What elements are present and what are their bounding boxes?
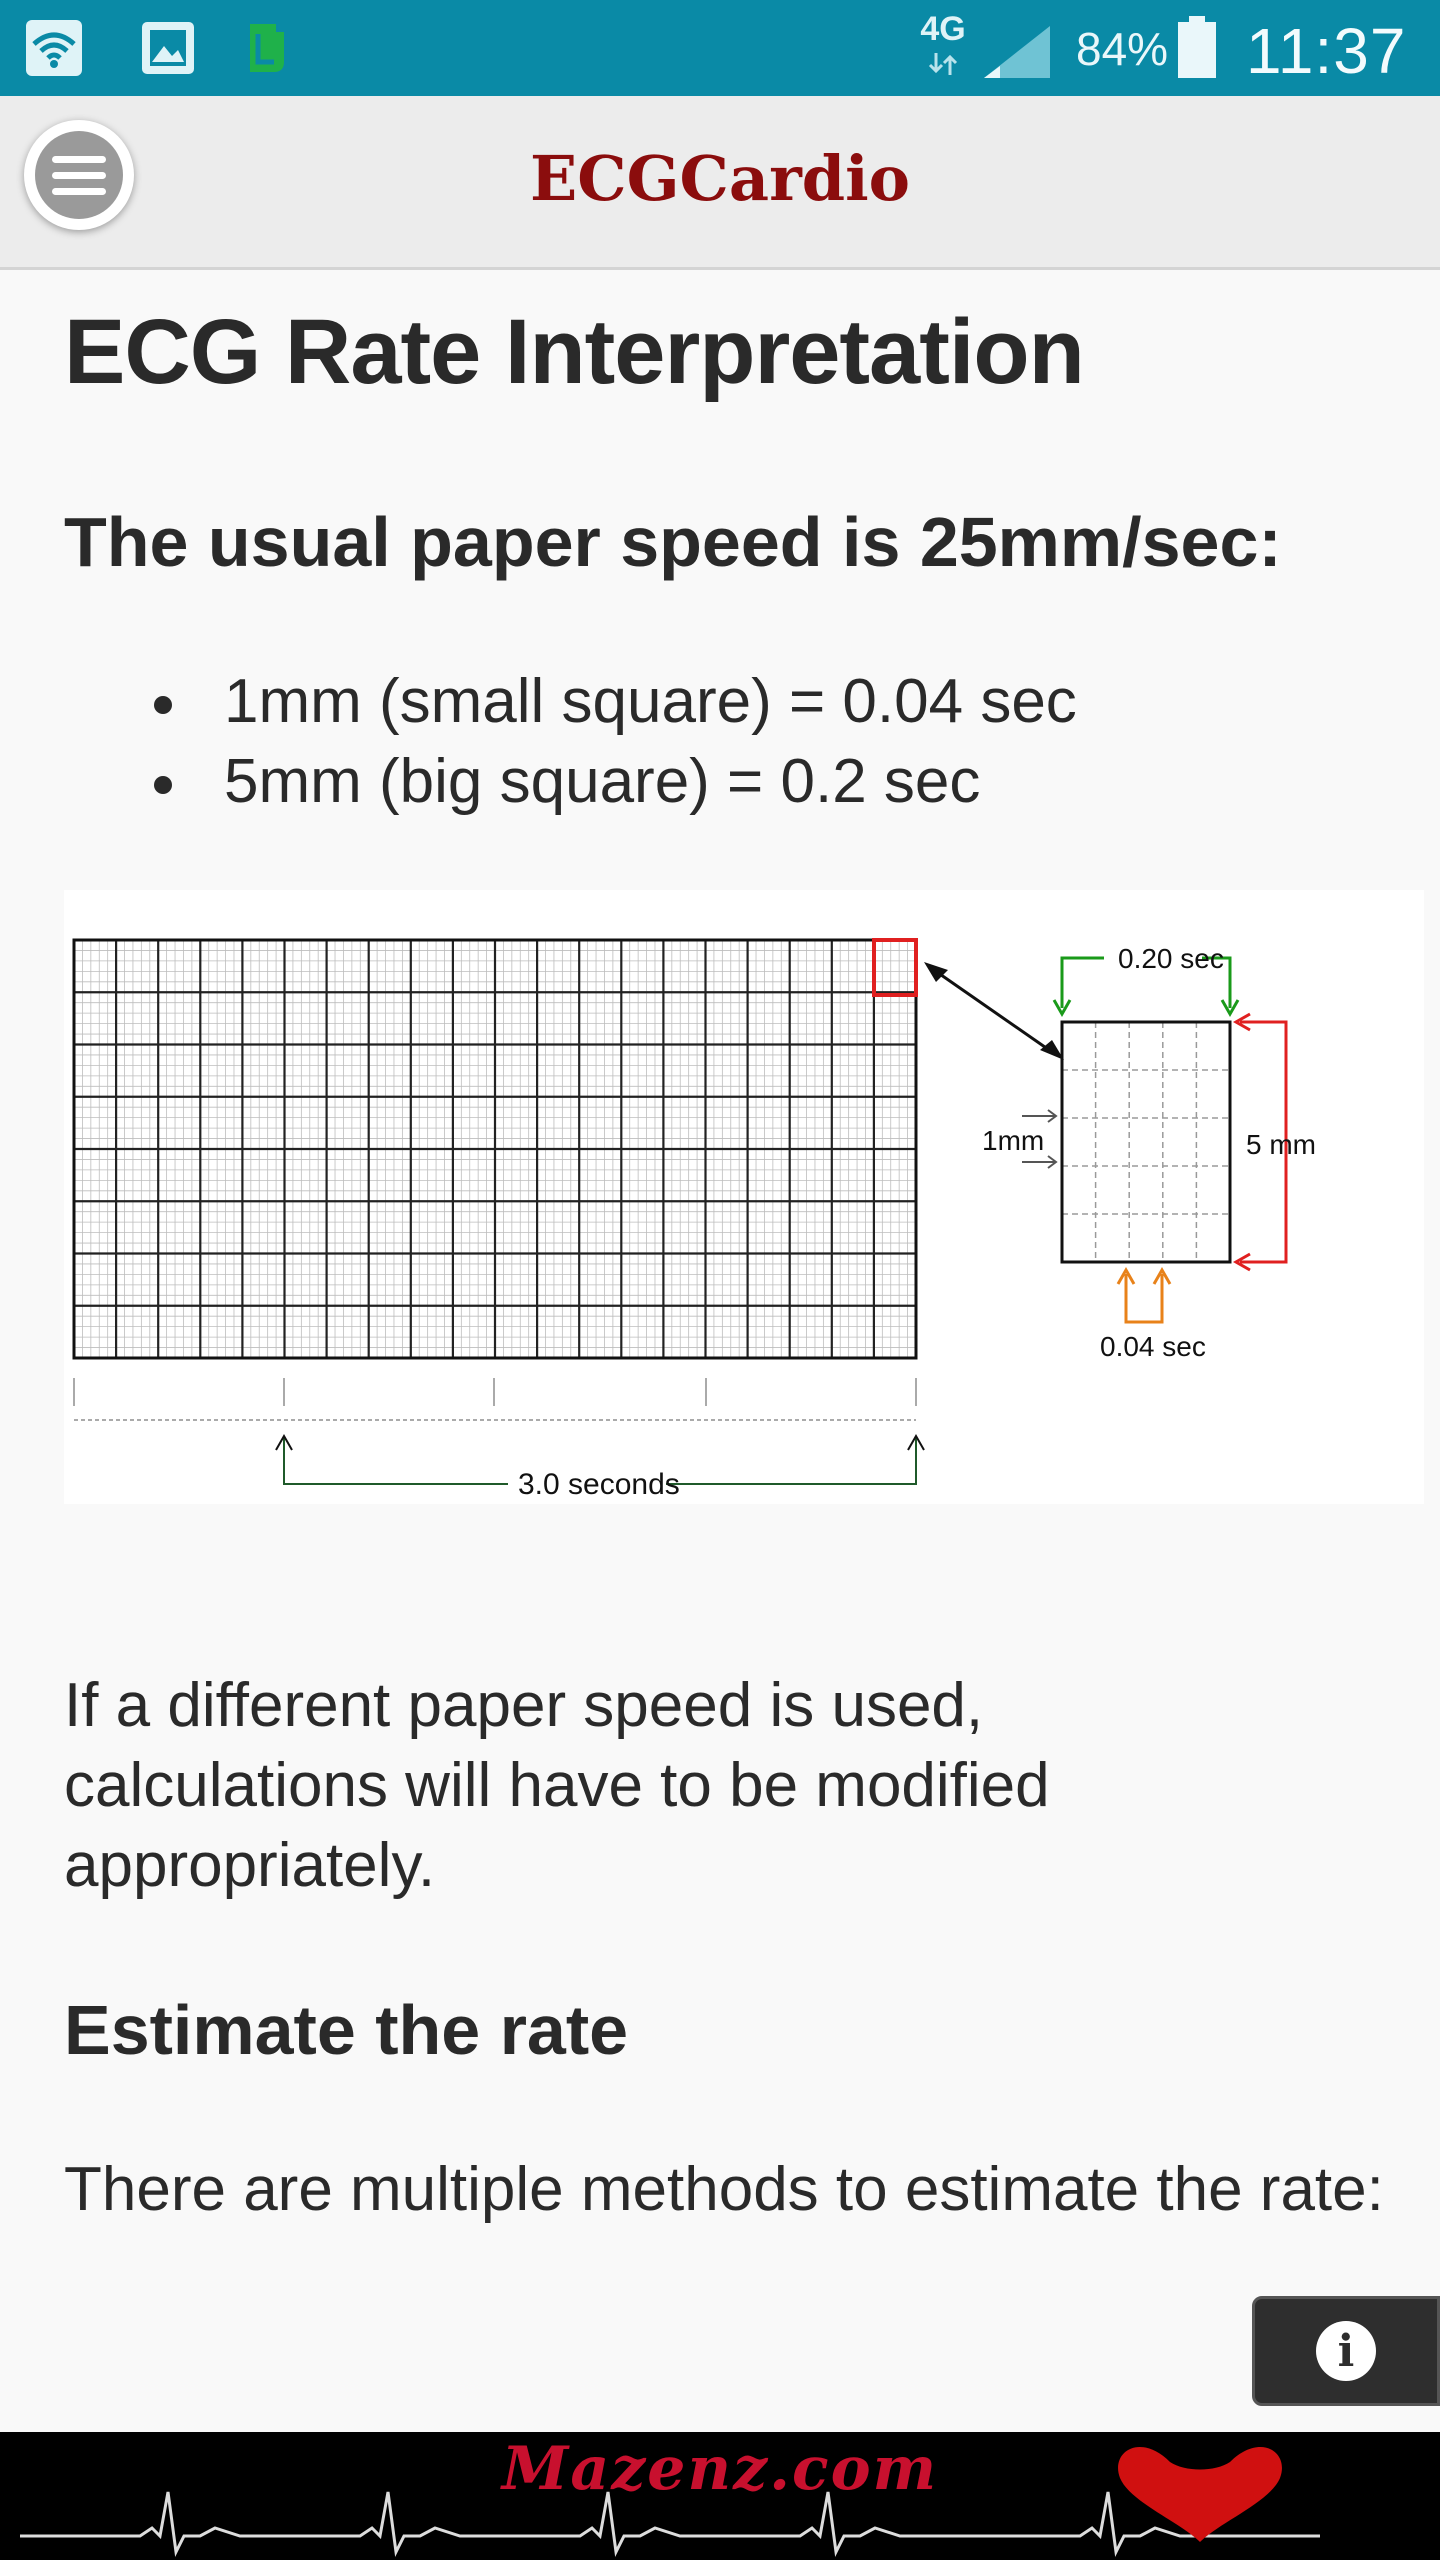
- highlight-square: [874, 940, 916, 995]
- wifi-icon: [24, 18, 84, 78]
- bracket-004: [1118, 1270, 1170, 1322]
- app-title: ECGCardio: [530, 142, 910, 215]
- label-3-seconds: 3.0 seconds: [518, 1468, 680, 1501]
- ecg-grid-figure: [64, 890, 1424, 1504]
- zoom-arrow: [924, 962, 1064, 1060]
- battery-icon: [1176, 16, 1218, 80]
- network-indicator: [918, 10, 968, 86]
- ecg-grid-diagram: [64, 890, 1424, 1504]
- gallery-icon: [138, 18, 198, 78]
- signal-icon: [982, 24, 1052, 80]
- app-notification-icon: [236, 18, 296, 78]
- status-bar: [0, 0, 1440, 96]
- battery-percent: 84%: [1076, 23, 1169, 75]
- data-arrows-icon: [918, 49, 968, 79]
- info-icon: i: [1316, 2321, 1376, 2381]
- paper-speed-note: If a different paper speed is used, calculations will have to be modified appropriately.: [64, 1671, 1050, 1900]
- enlarged-square: [1062, 1022, 1230, 1262]
- page-title: ECG Rate Interpretation: [64, 301, 1084, 403]
- label-1mm: 1mm: [982, 1125, 1045, 1156]
- enlarged-square-border: [1062, 1022, 1230, 1262]
- estimate-rate-heading: Estimate the rate: [64, 1991, 629, 2069]
- paper-speed-list: [154, 662, 1077, 822]
- network-type: 4G: [920, 10, 966, 48]
- paper-speed-heading: The usual paper speed is 25mm/sec:: [64, 503, 1282, 581]
- list-item: 5mm (big square) = 0.2 sec: [154, 742, 1077, 822]
- ad-banner[interactable]: [0, 2432, 1440, 2560]
- app-bar: [0, 96, 1440, 270]
- list-item: 1mm (small square) = 0.04 sec: [154, 662, 1077, 742]
- banner-logo-text: Mazenz.com: [501, 2434, 939, 2504]
- time-axis: [74, 1378, 924, 1484]
- label-5mm: 5 mm: [1246, 1129, 1316, 1160]
- info-button[interactable]: [1252, 2296, 1440, 2406]
- label-020: 0.20 sec: [1118, 943, 1224, 974]
- label-004: 0.04 sec: [1100, 1331, 1206, 1362]
- methods-intro: There are multiple methods to estimate the rate:: [64, 2155, 1384, 2224]
- ecg-big-grid: [74, 940, 916, 1358]
- clock: 11:37: [1246, 15, 1407, 87]
